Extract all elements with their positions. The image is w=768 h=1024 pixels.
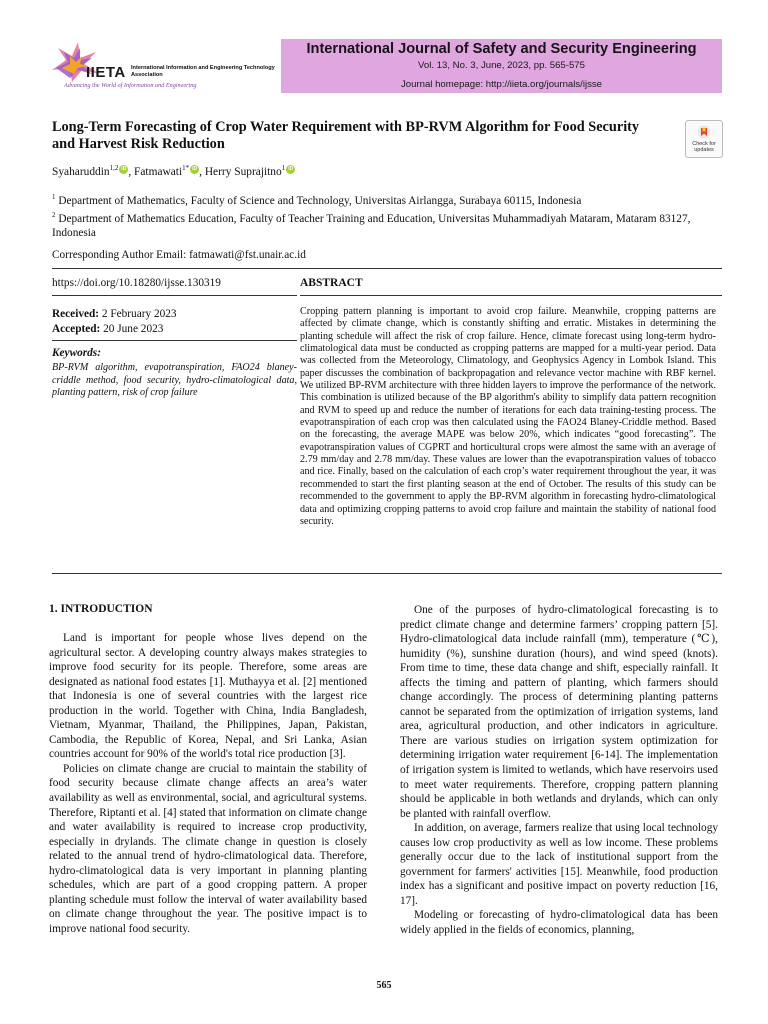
affiliation-number: 1: [52, 193, 56, 201]
check-for-updates-button[interactable]: [685, 120, 723, 158]
divider: [52, 573, 722, 574]
corresponding-author: [52, 249, 306, 261]
volume-info: Vol. 13, No. 3, June, 2023, pp. 565-575: [418, 60, 585, 71]
accepted-label: Accepted:: [52, 322, 101, 335]
author-name: Fatmawati: [134, 165, 183, 178]
divider: [52, 295, 297, 296]
section-heading: 1. INTRODUCTION: [49, 603, 153, 615]
author-affiliation-mark: 1,2: [109, 164, 119, 172]
page-number: 565: [376, 980, 392, 991]
logo-organization: International Information and Engineering Technology Association: [131, 65, 275, 78]
accepted-date: 20 June 2023: [103, 322, 164, 335]
abstract-text: Cropping pattern planning is important to avoid crop failure. Meanwhile, cropping patterns are affected by climate change, which is constantly shifting and erratic. Mistakes in determining the planting schedule will affect the risk of crop failure. Hence, climate forecast using long-term hydro-climatological data must be conducted as cropping patterns are mapped for a multi-year period. Data was collected from the Meteorology, Climatology, and Geophysics Agency in Lombok Island. This paper discusses the combination of backpropagation and relevance vector machine with RBF kernel. We utilized BP-RVM architecture with three hidden layers to improve the performance of the network. This combination is utilized because of the BP algorithm's ability to simplify data pattern recognition and RVM to speed up and reduce the number of iterations for each data training-testing process. The evapotranspiration of each crop was then calculated using the FAO24 Blaney-Criddle method. Based on the forecasting, the average MAPE was below 20%, which indicates “good forecasting”. The evapotranspiration values of CGPRT and horticultural crops were almost the same with an average of 2.79 mm/day and 2.78 mm/day. These values are lower than the evapotranspiration values of tobacco and rice. Finally, based on the calculation of each crop’s water requirement throughout the year, it was recommended to start the first planting season at the end of October. The results of this study can be recommended to the government to apply the BP-RVM algorithm in forecasting hydro-climatological data and optimizing cropping patterns to avoid crop failure and maintain the stability of national food security.: [300, 306, 716, 527]
journal-title: International Journal of Safety and Security Engineering: [306, 41, 697, 57]
logo-tagline: Advancing the World of Information and Engineering: [64, 82, 197, 89]
journal-homepage-link[interactable]: Journal homepage: http://iieta.org/journals/ijsse: [400, 79, 603, 90]
right-text-column: [400, 603, 718, 938]
affiliation-text: Department of Mathematics Education, Faculty of Teacher Training and Education, Universitas Muhammadiyah Mataram, Mataram 83127, Indonesia: [52, 212, 691, 240]
affiliation-number: 2: [52, 211, 56, 219]
author-name: Herry Suprajitno: [204, 165, 282, 178]
corresponding-label: Corresponding Author Email:: [52, 249, 187, 261]
paragraph: In addition, on average, farmers realize that using local technology causes low crop productivity as well as low income. These problems generally occur due to the lack of institutional support from the government for farmers' activities [15]. Meanwhile, food production index has a significant and positive impact on poverty reduction [16, 17].: [400, 822, 718, 907]
article-dates: [52, 307, 177, 336]
keywords-heading: Keywords:: [52, 347, 101, 359]
author-affiliation-mark: 1*: [182, 164, 190, 172]
affiliation-text: Department of Mathematics, Faculty of Science and Technology, Universitas Airlangga, Surabaya 60115, Indonesia: [58, 194, 582, 207]
divider: [300, 295, 722, 296]
journal-banner: [281, 39, 722, 93]
keywords-text: BP-RVM algorithm, evapotranspiration, FAO24 blaney-criddle method, food security, hydro-climatological data, planting pattern, risk of crop failure: [52, 362, 297, 399]
paragraph: One of the purposes of hydro-climatological forecasting is to predict climate change and determine farmers’ cropping pattern [5]. Hydro-climatological data include rainfall (mm), temperature (℃), humidity (%), sunshine duration (hours), and wind speed (knots). From time to time, these data change and shift, especially rainfall. It affects the timing and pattern of planting, which farmers should change accordingly. The process of determining planting patterns cannot be separated from the optimization of irrigation systems, land area, agricultural production, and other indicators in agriculture. There are various studies on irrigation system optimization for determining irrigation water requirement [6-14]. The implementation of irrigation system is limited to wetlands, which have reservoirs used to meet water requirements. Therefore, cropping pattern planning should be applicable in both wetlands and drylands, which can only be planted with rainfall overflow.: [400, 604, 718, 820]
check-updates-label: Check for updates: [692, 141, 716, 153]
paragraph: Policies on climate change are crucial to maintain the stability of food security because climate change affects an area’s water availability as well as environmental, social, and agricultural systems. Therefore, Riptanti et al. [4] stated that information on climate change and water availability is required to increase crop productivity, especially in drylands. The climate change in question is closely related to the annual trend of hydro-climatological data. Therefore, hydro-climatological data is very important in planning planting schedules, which are part of a good cropping pattern. A proper planting schedule must follow the interval of water availability based on climate change throughout the year. The positive impact is to improve national food security.: [49, 762, 367, 935]
affiliation: [52, 193, 581, 207]
orcid-icon[interactable]: [286, 165, 295, 174]
orcid-icon[interactable]: [119, 165, 128, 174]
author-affiliation-mark: 1: [281, 164, 286, 172]
received-date: 2 February 2023: [101, 308, 177, 320]
received-label: Received:: [52, 308, 100, 320]
divider: [52, 268, 722, 269]
paragraph: Land is important for people whose lives depend on the agricultural sector. A developing country always makes strategies to improve food security for its people. Therefore, some areas are designated as national food estates [1]. Muthayya et al. [2] mentioned that Indonesia is one of several countries with the largest rice production in the world. Together with China, India Bangladesh, Vietnam, Myanmar, Thailand, the Philippines, Japan, Pakistan, Cambodia, the Republic of Korea, Nepal, and Sri Lanka, Asian countries account for 90% of the world's total rice production [3].: [49, 632, 367, 761]
paragraph: Modeling or forecasting of hydro-climatological data has been widely applied in the fields of economics, planning,: [400, 909, 718, 937]
publisher-logo: [48, 40, 278, 96]
affiliation: [52, 208, 722, 241]
author-list: Syaharuddin$^{1,2}$iD , Fatmawati$^{1*}$iD , Herry Suprajitno$^1$iD: [52, 164, 295, 178]
divider: [52, 340, 297, 341]
left-text-column: [49, 631, 367, 936]
corresponding-email-link[interactable]: fatmawati@fst.unair.ac.id: [189, 249, 306, 261]
logo-name: IIETA: [86, 64, 126, 81]
orcid-icon[interactable]: [190, 165, 199, 174]
doi-link[interactable]: https://doi.org/10.18280/ijsse.130319: [52, 277, 221, 289]
abstract-heading: ABSTRACT: [300, 277, 363, 289]
author-name: Syaharuddin: [52, 165, 110, 178]
paper-title: Long-Term Forecasting of Crop Water Requirement with BP-RVM Algorithm for Food Security and Harvest Risk Reduction: [52, 119, 640, 152]
bookmark-icon: [697, 125, 711, 139]
